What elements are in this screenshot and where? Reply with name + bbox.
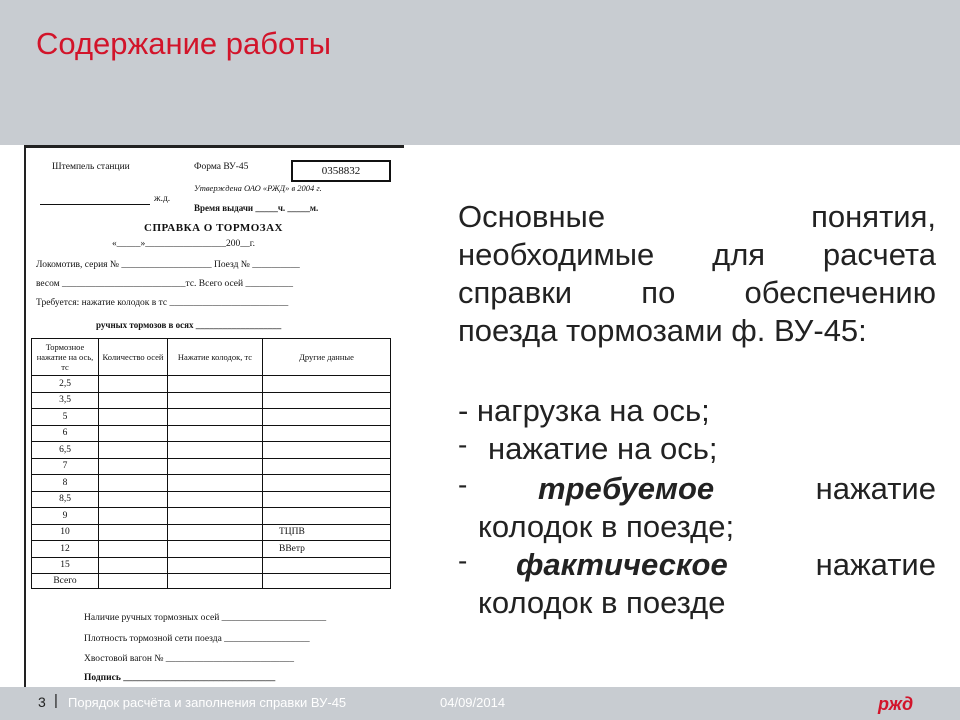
footer-text: Порядок расчёта и заполнения справки ВУ-45 <box>68 695 347 710</box>
bullet-dash: - <box>458 545 468 576</box>
approved-text: Утверждена ОАО «РЖД» в 2004 г. <box>194 183 322 193</box>
other-data-cell <box>263 508 391 525</box>
manual-line: ручных тормозов в осях ___________________ <box>96 320 282 330</box>
bullet-dash: - <box>458 469 468 500</box>
empty-cell <box>99 574 168 589</box>
axle-pressure-cell: 15 <box>32 557 99 574</box>
date-line: «_____»_________________200__г. <box>112 239 255 249</box>
slide-header <box>0 0 960 145</box>
axle-pressure-cell: 12 <box>32 541 99 558</box>
table-row <box>32 442 391 459</box>
axle-pressure-cell: 8,5 <box>32 491 99 508</box>
table-row <box>32 376 391 393</box>
axle-pressure-cell: 6 <box>32 425 99 442</box>
empty-cell <box>99 392 168 409</box>
empty-cell <box>99 508 168 525</box>
slide-footer <box>0 687 960 720</box>
bullet-axle-load <box>458 392 710 430</box>
empty-cell <box>168 376 263 393</box>
other-data-cell <box>263 491 391 508</box>
bullet-actual <box>458 546 936 626</box>
empty-cell <box>168 409 263 426</box>
bullet-required-line2: колодок в поезде; <box>478 509 735 544</box>
form-number-box: 0358832 <box>291 160 391 182</box>
axle-pressure-cell: 2,5 <box>32 376 99 393</box>
empty-cell <box>168 392 263 409</box>
empty-cell <box>168 524 263 541</box>
page-number: 3 <box>38 694 46 710</box>
manual-presence-line: Наличие ручных тормозных осей ______________________ <box>84 613 327 623</box>
other-data-cell <box>263 458 391 475</box>
empty-cell <box>99 524 168 541</box>
empty-cell <box>168 491 263 508</box>
signature-line: Подпись ________________________________ <box>84 673 276 683</box>
empty-cell <box>99 475 168 492</box>
empty-cell <box>99 557 168 574</box>
bullet-required <box>458 470 936 550</box>
other-data-cell <box>263 376 391 393</box>
required-line: Требуется: нажатие колодок в тс _________________________ <box>36 298 289 308</box>
empty-cell <box>99 409 168 426</box>
empty-cell <box>99 541 168 558</box>
other-data-cell: ТЦПВ <box>263 524 391 541</box>
form-label: Форма ВУ-45 <box>194 162 249 172</box>
table-row <box>32 475 391 492</box>
axle-pressure-cell: 6,5 <box>32 442 99 459</box>
stamp-label: Штемпель станции <box>52 162 130 172</box>
empty-cell <box>168 508 263 525</box>
table-row <box>32 409 391 426</box>
table-row <box>32 491 391 508</box>
other-data-cell <box>263 409 391 426</box>
empty-cell <box>168 541 263 558</box>
issue-time: Время выдачи _____ч. _____м. <box>194 203 319 213</box>
axle-pressure-cell: 7 <box>32 458 99 475</box>
zhd-text: ж.д. <box>154 194 171 204</box>
locomotive-line: Локомотив, серия № ___________________ Поезд № __________ <box>36 260 300 270</box>
axle-pressure-cell: 9 <box>32 508 99 525</box>
tail-car-line: Хвостовой вагон № ___________________________ <box>84 654 295 664</box>
empty-cell <box>168 475 263 492</box>
table-row <box>32 392 391 409</box>
empty-cell <box>168 574 263 589</box>
bullet-axle-load-text: - нагрузка на ось; <box>458 393 710 428</box>
other-data-cell <box>263 392 391 409</box>
bullet-dash: - <box>458 429 468 460</box>
empty-cell <box>263 574 391 589</box>
table-total-row <box>32 574 391 589</box>
intro-line: Основные понятия, <box>458 199 936 234</box>
bullet-axle-pressure-text: нажатие на ось; <box>488 431 718 466</box>
other-data-cell <box>263 475 391 492</box>
rzd-logo-icon <box>876 692 928 716</box>
empty-cell <box>168 442 263 459</box>
density-line: Плотность тормозной сети поезда __________________ <box>84 634 310 644</box>
zhd-line <box>40 204 150 205</box>
form-vu45-scan <box>24 145 404 688</box>
other-data-cell: ВВетр <box>263 541 391 558</box>
intro-line: необходимые для расчета <box>458 237 936 272</box>
svg-text:ржд: ржд <box>878 694 914 714</box>
slide-title: Содержание работы <box>36 26 332 61</box>
other-data-cell <box>263 425 391 442</box>
brake-table <box>31 338 391 589</box>
axle-pressure-cell: 3,5 <box>32 392 99 409</box>
intro-text <box>458 198 936 350</box>
table-row <box>32 557 391 574</box>
bullet-required-rest: нажатие <box>815 471 936 506</box>
other-data-cell <box>263 557 391 574</box>
intro-line: справки по обеспечению <box>458 275 936 310</box>
bullet-actual-line2: колодок в поезде <box>478 585 726 620</box>
empty-cell <box>99 376 168 393</box>
weight-line: весом __________________________тс. Всего осей __________ <box>36 279 293 289</box>
total-label: Всего <box>32 574 99 589</box>
table-row <box>32 508 391 525</box>
footer-date: 04/09/2014 <box>440 695 506 710</box>
empty-cell <box>168 458 263 475</box>
empty-cell <box>168 425 263 442</box>
table-row <box>32 541 391 558</box>
col-header-axle-pressure: Тормозное нажатие на ось, тс <box>32 339 99 376</box>
other-data-cell <box>263 442 391 459</box>
empty-cell <box>99 442 168 459</box>
footer-separator: | <box>54 692 58 709</box>
table-row <box>32 524 391 541</box>
empty-cell <box>99 491 168 508</box>
bullet-actual-emphasis: фактическое <box>516 547 728 582</box>
intro-line: поезда тормозами ф. ВУ-45: <box>458 313 867 348</box>
axle-pressure-cell: 8 <box>32 475 99 492</box>
table-row <box>32 458 391 475</box>
col-header-axles: Количество осей <box>99 339 168 376</box>
col-header-other: Другие данные <box>263 339 391 376</box>
axle-pressure-cell: 10 <box>32 524 99 541</box>
bullet-actual-rest: нажатие <box>815 547 936 582</box>
axle-pressure-cell: 5 <box>32 409 99 426</box>
empty-cell <box>99 425 168 442</box>
table-row <box>32 425 391 442</box>
col-header-pad-pressure: Нажатие колодок, тс <box>168 339 263 376</box>
bullet-required-emphasis: требуемое <box>538 471 715 506</box>
empty-cell <box>99 458 168 475</box>
empty-cell <box>168 557 263 574</box>
form-heading: СПРАВКА О ТОРМОЗАХ <box>144 222 283 234</box>
